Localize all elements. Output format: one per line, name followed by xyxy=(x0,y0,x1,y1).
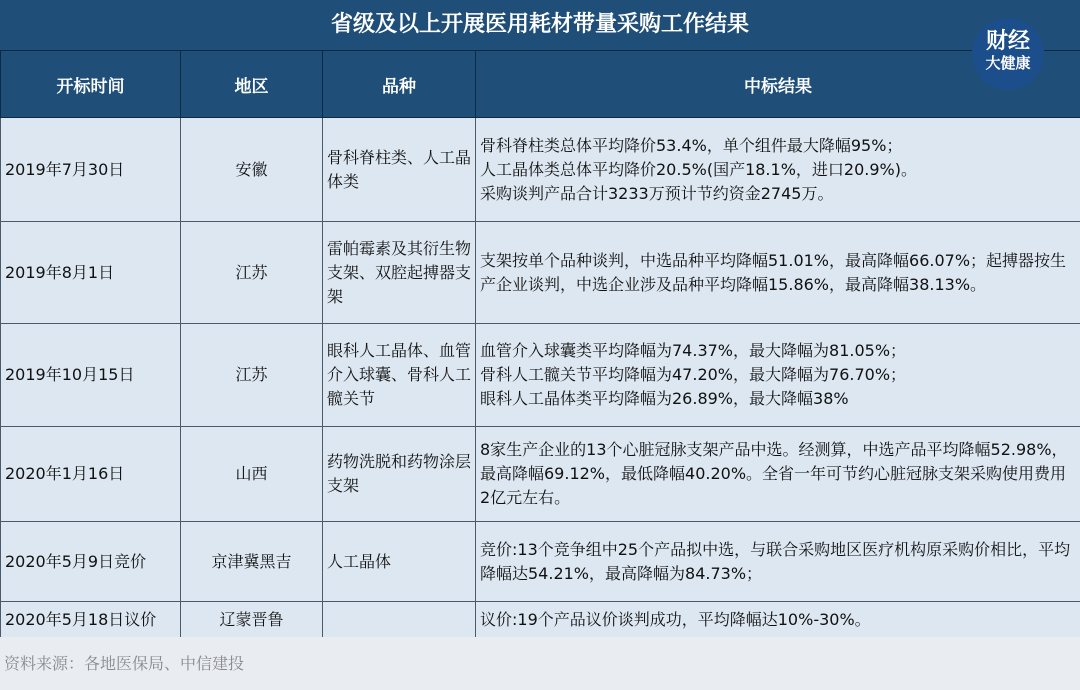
logo-line2: 大健康 xyxy=(985,54,1031,72)
result-cell: 竞价:13个竞争组中25个产品拟中选，与联合采购地区医疗机构原采购价相比，平均降幅达54.21%，最高降幅为84.73%； xyxy=(476,522,1080,602)
item-cell: 骨科脊柱类、人工晶体类 xyxy=(323,118,476,222)
table-title: 省级及以上开展医用耗材带量采购工作结果 xyxy=(0,0,1080,51)
header-result: 中标结果 xyxy=(476,51,1080,118)
result-cell: 骨科脊柱类总体平均降价53.4%，单个组件最大降幅95%； 人工晶体类总体平均降价20.5%(国产18.1%，进口20.9%)。 采购谈判产品合计3233万预计节约资金2745万。 xyxy=(476,118,1080,222)
table-row xyxy=(1,118,1080,222)
item-cell: 眼科人工晶体、血管介入球囊、骨科人工髋关节 xyxy=(323,324,476,427)
source-note: 资料来源：各地医保局、中信建投 xyxy=(0,637,1080,690)
result-cell: 议价:19个产品议价谈判成功，平均降幅达10%-30%。 xyxy=(476,602,1080,639)
result-cell: 血管介入球囊类平均降幅为74.37%，最大降幅为81.05%； 骨科人工髋关节平均降幅为47.20%，最大降幅为76.70%； 眼科人工晶体类平均降幅为26.89%，最大降幅38% xyxy=(476,324,1080,427)
date-cell: 2020年5月18日议价 xyxy=(1,602,181,639)
date-cell: 2019年10月15日 xyxy=(1,324,181,427)
item-cell: 药物洗脱和药物涂层支架 xyxy=(323,427,476,522)
item-cell: 雷帕霉素及其衍生物支架、双腔起搏器支架 xyxy=(323,222,476,324)
caijing-logo xyxy=(972,18,1044,90)
region-cell: 江苏 xyxy=(181,222,323,324)
result-cell: 8家生产企业的13个心脏冠脉支架产品中选。经测算，中选产品平均降幅52.98%，最高降幅69.12%，最低降幅40.20%。全省一年可节约心脏冠脉支架采购使用费用2亿元左右。 xyxy=(476,427,1080,522)
region-cell: 安徽 xyxy=(181,118,323,222)
region-cell: 京津冀黑吉 xyxy=(181,522,323,602)
result-cell: 支架按单个品种谈判，中选品种平均降幅51.01%，最高降幅66.07%；起搏器按生产企业谈判，中选企业涉及品种平均降幅15.86%，最高降幅38.13%。 xyxy=(476,222,1080,324)
header-region: 地区 xyxy=(181,51,323,118)
header-row xyxy=(1,51,1080,118)
date-cell: 2019年8月1日 xyxy=(1,222,181,324)
table-row xyxy=(1,324,1080,427)
header-date: 开标时间 xyxy=(1,51,181,118)
table-row xyxy=(1,602,1080,639)
table-row xyxy=(1,427,1080,522)
region-cell: 山西 xyxy=(181,427,323,522)
table-row xyxy=(1,522,1080,602)
date-cell: 2019年7月30日 xyxy=(1,118,181,222)
table-row xyxy=(1,222,1080,324)
region-cell: 辽蒙晋鲁 xyxy=(181,602,323,639)
item-cell xyxy=(323,602,476,639)
region-cell: 江苏 xyxy=(181,324,323,427)
date-cell: 2020年1月16日 xyxy=(1,427,181,522)
header-item: 品种 xyxy=(323,51,476,118)
date-cell: 2020年5月9日竞价 xyxy=(1,522,181,602)
item-cell: 人工晶体 xyxy=(323,522,476,602)
logo-line1: 财经 xyxy=(985,29,1030,54)
results-table xyxy=(0,50,1080,639)
